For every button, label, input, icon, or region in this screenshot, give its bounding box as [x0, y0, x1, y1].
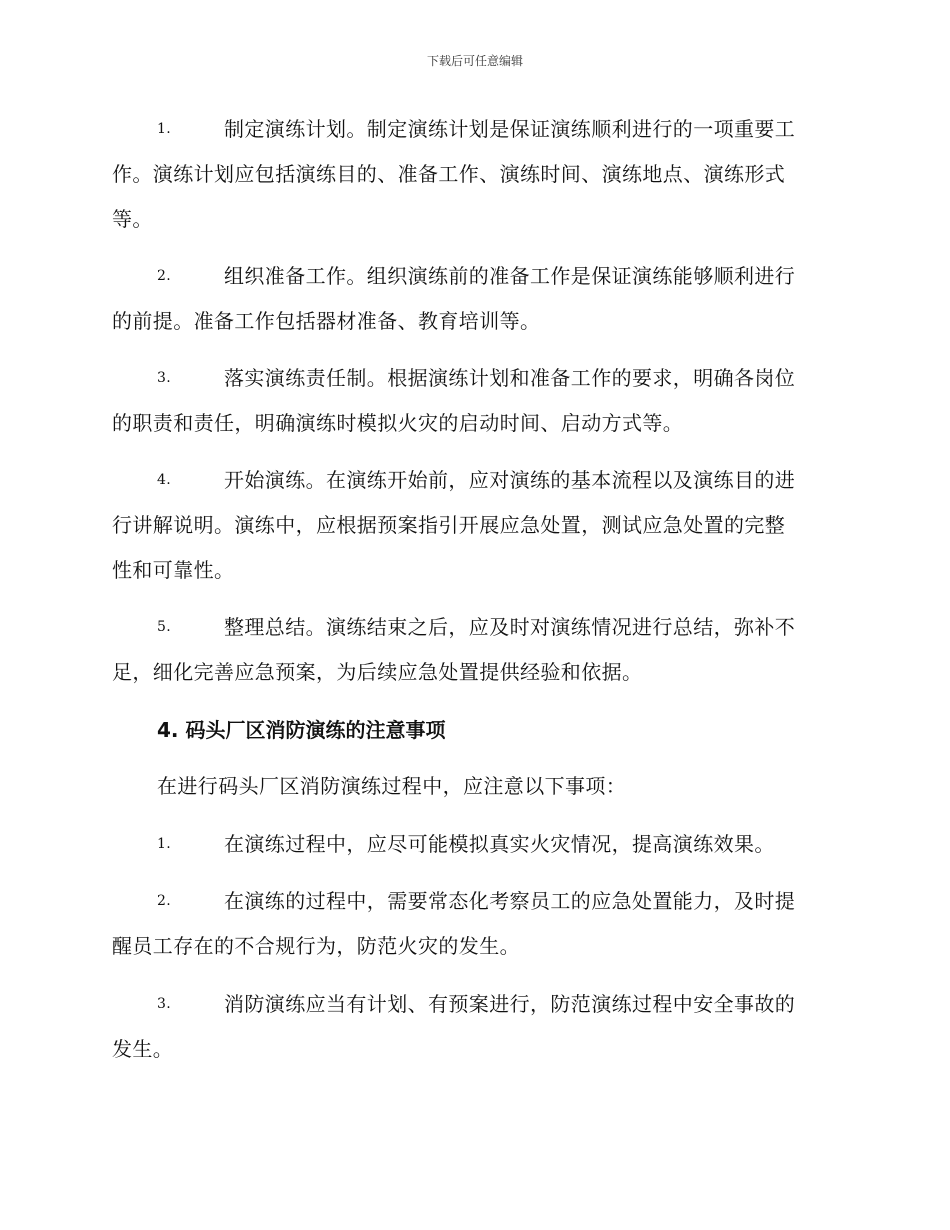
note-text-line: 发生。 [112, 1037, 174, 1061]
note-text-line: 在演练过程中，应尽可能模拟真实火灾情况，提高演练效果。 [224, 832, 775, 856]
note-item-3 [112, 982, 834, 1072]
step-item-1 [112, 107, 834, 242]
step-item-3 [112, 356, 834, 446]
step-text-line: 制定演练计划。制定演练计划是保证演练顺利进行的一项重要工 [224, 117, 796, 141]
step-text-line: 足，细化完善应急预案，为后续应急处置提供经验和依据。 [112, 660, 643, 684]
note-item-1 [112, 822, 834, 867]
note-number: 1. [157, 836, 172, 852]
step-text-line: 组织准备工作。组织演练前的准备工作是保证演练能够顺利进行 [224, 264, 796, 288]
step-text-line: 的前提。准备工作包括器材准备、教育培训等。 [112, 309, 541, 333]
note-text-line: 醒员工存在的不合规行为，防范火灾的发生。 [112, 934, 520, 958]
step-item-2 [112, 254, 834, 344]
step-number: 2. [157, 268, 172, 284]
section-intro: 在进行码头厂区消防演练过程中，应注意以下事项： [157, 774, 627, 798]
step-text-line: 作。演练计划应包括演练目的、准备工作、演练时间、演练地点、演练形式 [112, 162, 786, 186]
step-number: 3. [157, 370, 172, 386]
note-text-line: 在演练的过程中，需要常态化考察员工的应急处置能力，及时提 [224, 889, 796, 913]
step-text-line: 落实演练责任制。根据演练计划和准备工作的要求，明确各岗位 [224, 366, 796, 390]
note-number: 2. [157, 893, 172, 909]
step-item-5 [112, 605, 834, 695]
step-text-line: 性和可靠性。 [112, 558, 235, 582]
step-text-line: 的职责和责任，明确演练时模拟火灾的启动时间、启动方式等。 [112, 411, 684, 435]
step-text-line: 整理总结。演练结束之后，应及时对演练情况进行总结，弥补不 [224, 615, 796, 639]
section-heading: 4. 码头厂区消防演练的注意事项 [157, 718, 446, 742]
note-text-line: 消防演练应当有计划、有预案进行，防范演练过程中安全事故的 [224, 992, 796, 1016]
step-number: 5. [157, 619, 172, 635]
note-number: 3. [157, 996, 172, 1012]
step-text-line: 等。 [112, 207, 153, 231]
step-number: 1. [157, 121, 172, 137]
step-text-line: 开始演练。在演练开始前，应对演练的基本流程以及演练目的进 [224, 468, 796, 492]
page-header: 下载后可任意编辑 [426, 54, 523, 68]
note-item-2 [112, 879, 834, 969]
step-item-4 [112, 458, 834, 593]
step-number: 4. [157, 472, 172, 488]
step-text-line: 行讲解说明。演练中，应根据预案指引开展应急处置，测试应急处置的完整 [112, 513, 786, 537]
